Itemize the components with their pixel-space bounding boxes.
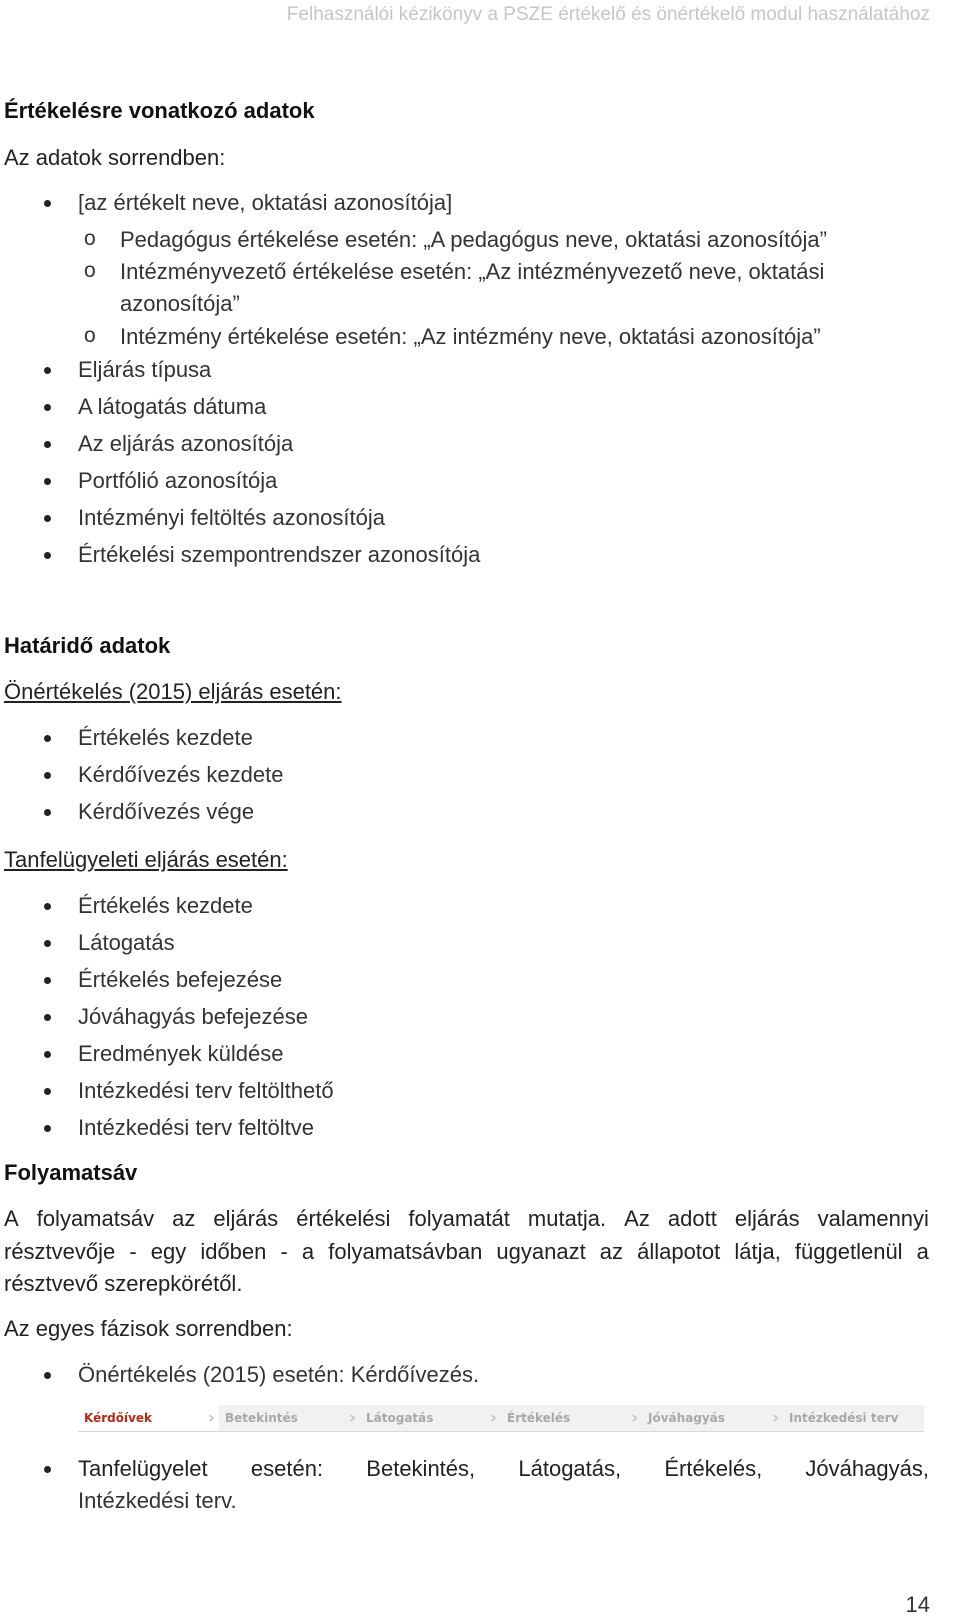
bullet-icon bbox=[44, 404, 51, 411]
list-item: Értékelés befejezése bbox=[78, 967, 283, 992]
bullet-icon bbox=[44, 977, 51, 984]
bullet-icon bbox=[44, 515, 51, 522]
list-item: Intézményi feltöltés azonosítója bbox=[78, 505, 385, 530]
list-item: Kérdőívezés kezdete bbox=[78, 762, 284, 787]
list-item: Portfólió azonosítója bbox=[78, 468, 278, 493]
progress-step[interactable] bbox=[219, 1405, 360, 1431]
word: - bbox=[129, 1239, 137, 1264]
list-item bbox=[78, 1456, 929, 1482]
list-item: Értékelés kezdete bbox=[78, 725, 253, 750]
word: a bbox=[916, 1239, 929, 1264]
phases-intro: Az egyes fázisok sorrendben: bbox=[4, 1316, 293, 1341]
word: eljárás bbox=[734, 1206, 800, 1231]
chevron-right-icon: › bbox=[207, 1408, 215, 1428]
self-eval-label: Önértékelés (2015) eljárás esetén: bbox=[4, 679, 342, 704]
bullet-icon bbox=[44, 1125, 51, 1132]
word: Értékelés, bbox=[664, 1456, 763, 1481]
progress-paragraph-line bbox=[4, 1239, 929, 1265]
bullet-icon bbox=[44, 478, 51, 485]
bullet-icon bbox=[44, 552, 51, 559]
list-item: Az eljárás azonosítója bbox=[78, 431, 294, 456]
sub-list-item: Pedagógus értékelése esetén: „A pedagógus neve, oktatási azonosítója” bbox=[120, 227, 827, 252]
word: látja, bbox=[734, 1239, 781, 1264]
bullet-icon bbox=[44, 809, 51, 816]
word: értékelési bbox=[296, 1206, 391, 1231]
bullet-icon bbox=[44, 1051, 51, 1058]
progress-step[interactable] bbox=[501, 1405, 642, 1431]
word: Látogatás, bbox=[518, 1456, 622, 1481]
word: ugyanazt bbox=[496, 1239, 586, 1264]
page-number: 14 bbox=[905, 1592, 930, 1617]
word: folyamatsáv bbox=[36, 1206, 155, 1231]
bullet-icon bbox=[44, 772, 51, 779]
progress-step-label: Jóváhagyás bbox=[648, 1411, 725, 1425]
progress-step-label: Betekintés bbox=[225, 1411, 298, 1425]
list-item: A látogatás dátuma bbox=[78, 394, 267, 419]
bullet-icon bbox=[44, 1088, 51, 1095]
word: folyamatát bbox=[408, 1206, 510, 1231]
bullet-icon bbox=[44, 1372, 51, 1379]
word: - bbox=[280, 1239, 288, 1264]
list-item: Önértékelés (2015) esetén: Kérdőívezés. bbox=[78, 1362, 480, 1387]
word: folyamatsávban bbox=[328, 1239, 483, 1264]
section-title-progress: Folyamatsáv bbox=[4, 1160, 138, 1185]
chevron-right-icon: › bbox=[348, 1408, 356, 1428]
progress-step[interactable] bbox=[360, 1405, 501, 1431]
word: eljárás bbox=[213, 1206, 279, 1231]
word: egy bbox=[150, 1239, 187, 1264]
progress-step[interactable] bbox=[642, 1405, 783, 1431]
sub-list-item: Intézményvezető értékelése esetén: „Az intézményvezető neve, oktatási bbox=[120, 259, 825, 284]
circle-bullet-icon: o bbox=[84, 324, 96, 347]
progress-paragraph-line: résztvevő szerepkörétől. bbox=[4, 1271, 243, 1296]
sub-list-item: Intézmény értékelése esetén: „Az intézmény neve, oktatási azonosítója” bbox=[120, 324, 821, 349]
bullet-icon bbox=[44, 200, 51, 207]
bullet-icon bbox=[44, 735, 51, 742]
word: Betekintés, bbox=[366, 1456, 476, 1481]
bullet-icon bbox=[44, 367, 51, 374]
progress-step[interactable] bbox=[783, 1405, 924, 1431]
progress-step[interactable] bbox=[78, 1405, 219, 1431]
list-item: Intézkedési terv feltölthető bbox=[78, 1078, 334, 1103]
word: a bbox=[301, 1239, 315, 1264]
circle-bullet-icon: o bbox=[84, 259, 96, 282]
list-item: Intézkedési terv feltöltve bbox=[78, 1115, 315, 1140]
word: résztvevője bbox=[4, 1239, 116, 1264]
list-item: Értékelési szempontrendszer azonosítója bbox=[78, 542, 481, 567]
progress-step-label: Intézkedési terv bbox=[789, 1411, 899, 1425]
bullet-icon bbox=[44, 1466, 51, 1473]
word: Jóváhagyás, bbox=[805, 1456, 929, 1481]
inspection-label: Tanfelügyeleti eljárás esetén: bbox=[4, 847, 288, 872]
list-item: Eredmények küldése bbox=[78, 1041, 284, 1066]
progress-bar bbox=[78, 1405, 924, 1432]
word: mutatja. bbox=[527, 1206, 607, 1231]
list-item: Eljárás típusa bbox=[78, 357, 212, 382]
chevron-right-icon: › bbox=[630, 1408, 638, 1428]
word: Az bbox=[624, 1206, 650, 1231]
word: A bbox=[4, 1206, 19, 1231]
section-title-evaluation: Értékelésre vonatkozó adatok bbox=[4, 98, 315, 123]
bullet-icon bbox=[44, 1014, 51, 1021]
list-item: Értékelés kezdete bbox=[78, 893, 253, 918]
word: az bbox=[599, 1239, 624, 1264]
evaluation-intro: Az adatok sorrendben: bbox=[4, 145, 226, 170]
bullet-icon bbox=[44, 903, 51, 910]
word: az bbox=[172, 1206, 196, 1231]
list-item: [az értékelt neve, oktatási azonosítója] bbox=[78, 190, 453, 215]
chevron-right-icon: › bbox=[489, 1408, 497, 1428]
progress-step-label: Látogatás bbox=[366, 1411, 434, 1425]
running-header: Felhasználói kézikönyv a PSZE értékelő és önértékelő modul használatához bbox=[286, 4, 930, 25]
word: függetlenül bbox=[794, 1239, 903, 1264]
word: esetén: bbox=[250, 1456, 324, 1481]
list-item: Jóváhagyás befejezése bbox=[78, 1004, 308, 1029]
word: adott bbox=[667, 1206, 717, 1231]
list-item: Kérdőívezés vége bbox=[78, 799, 255, 824]
word: Tanfelügyelet bbox=[78, 1456, 208, 1481]
bullet-icon bbox=[44, 940, 51, 947]
section-title-deadlines: Határidő adatok bbox=[4, 633, 171, 658]
bullet-icon bbox=[44, 441, 51, 448]
progress-paragraph-line bbox=[4, 1206, 929, 1232]
progress-step-label: Értékelés bbox=[507, 1411, 571, 1425]
word: valamennyi bbox=[817, 1206, 929, 1231]
sub-list-item-continuation: azonosítója” bbox=[120, 291, 240, 316]
list-item: Látogatás bbox=[78, 930, 175, 955]
circle-bullet-icon: o bbox=[84, 227, 96, 250]
list-item-continuation: Intézkedési terv. bbox=[78, 1488, 237, 1513]
progress-step-label: Kérdőívek bbox=[84, 1411, 153, 1425]
word: időben bbox=[200, 1239, 267, 1264]
word: állapotot bbox=[637, 1239, 721, 1264]
chevron-right-icon: › bbox=[771, 1408, 779, 1428]
